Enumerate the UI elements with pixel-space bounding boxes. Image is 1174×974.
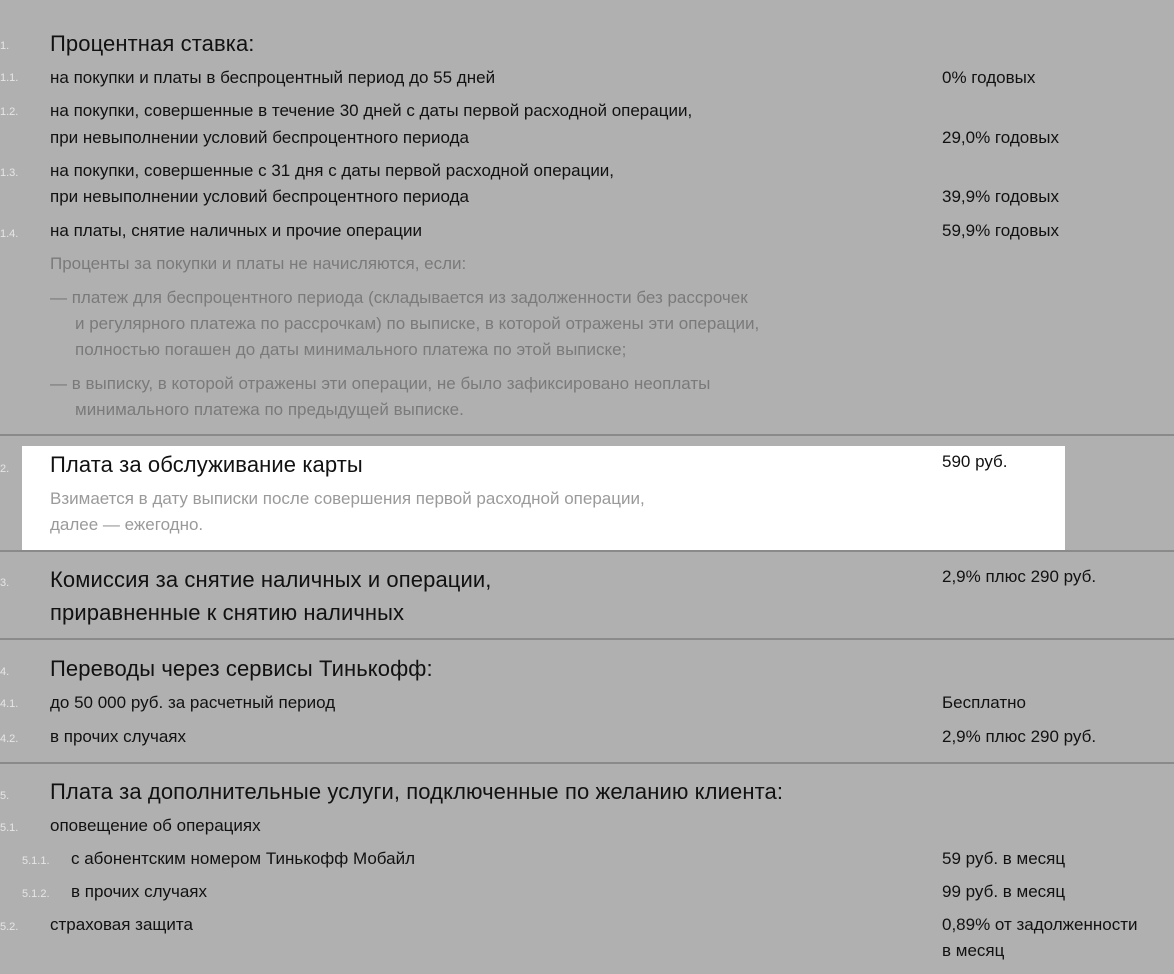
item-value: Бесплатно <box>942 693 1026 712</box>
section-value: 2,9% плюс 290 руб. <box>942 567 1097 586</box>
section-number: 2. <box>0 463 10 475</box>
item-text: на покупки, совершенные с 31 дня с даты первой расходной операции, <box>50 161 615 180</box>
section-title-cash-withdrawal-fee-line2: приравненные к снятию наличных <box>50 600 405 625</box>
section-title-cash-withdrawal-fee: Комиссия за снятие наличных и операции, <box>50 567 492 592</box>
section-title-transfers: Переводы через сервисы Тинькофф: <box>50 656 433 681</box>
section-divider <box>0 638 1174 640</box>
item-value: 99 руб. в месяц <box>942 882 1066 901</box>
item-value: 0% годовых <box>942 68 1036 87</box>
section-number: 1. <box>0 40 10 52</box>
condition-line: минимального платежа по предыдущей выписке. <box>75 400 464 419</box>
item-text: в прочих случаях <box>50 727 187 746</box>
item-value: 59 руб. в месяц <box>942 849 1066 868</box>
item-text: до 50 000 руб. за расчетный период <box>50 693 336 712</box>
section-title-card-service-fee: Плата за обслуживание карты <box>50 452 363 477</box>
section-note: Взимается в дату выписки после совершения первой расходной операции, <box>50 489 645 508</box>
item-number: 1.2. <box>0 106 19 118</box>
item-text: страховая защита <box>50 915 193 934</box>
section-number: 3. <box>0 577 10 589</box>
section-value: 590 руб. <box>942 452 1008 471</box>
item-number: 1.3. <box>0 167 19 179</box>
section-divider <box>0 434 1174 436</box>
section-divider <box>0 550 1174 552</box>
condition-line: — платеж для беспроцентного периода (складывается из задолженности без рассрочек <box>50 288 748 307</box>
item-number: 5.1. <box>0 822 19 834</box>
condition-line: — в выписку, в которой отражены эти операции, не было зафиксировано неоплаты <box>50 374 711 393</box>
item-text: на покупки, совершенные в течение 30 дней с даты первой расходной операции, <box>50 101 693 120</box>
section-title-additional-services: Плата за дополнительные услуги, подключенные по желанию клиента: <box>50 779 784 804</box>
item-text: при невыполнении условий беспроцентного периода <box>50 128 469 147</box>
item-value: 2,9% плюс 290 руб. <box>942 727 1097 746</box>
item-value: 39,9% годовых <box>942 187 1059 206</box>
item-text: на платы, снятие наличных и прочие операции <box>50 221 422 240</box>
item-value: в месяц <box>942 941 1005 960</box>
note-intro: Проценты за покупки и платы не начисляются, если: <box>50 254 467 273</box>
item-text: в прочих случаях <box>71 882 208 901</box>
section-number: 5. <box>0 790 10 802</box>
item-number: 4.2. <box>0 733 19 745</box>
item-text: при невыполнении условий беспроцентного периода <box>50 187 469 206</box>
item-value: 0,89% от задолженности <box>942 915 1138 934</box>
item-number: 5.1.2. <box>22 888 50 900</box>
section-divider <box>0 762 1174 764</box>
item-text: на покупки и платы в беспроцентный период до 55 дней <box>50 68 496 87</box>
item-number: 4.1. <box>0 698 19 710</box>
condition-line: полностью погашен до даты минимального платежа по этой выписке; <box>75 340 627 359</box>
item-number: 5.2. <box>0 921 19 933</box>
item-value: 59,9% годовых <box>942 221 1059 240</box>
item-text: оповещение об операциях <box>50 816 261 835</box>
item-number: 5.1.1. <box>22 855 50 867</box>
condition-line: и регулярного платежа по рассрочкам) по выписке, в которой отражены эти операции, <box>75 314 760 333</box>
item-text: с абонентским номером Тинькофф Мобайл <box>71 849 416 868</box>
item-number: 1.1. <box>0 72 19 84</box>
item-number: 1.4. <box>0 228 19 240</box>
section-note: далее — ежегодно. <box>50 515 204 534</box>
section-title-interest-rate: Процентная ставка: <box>50 31 255 56</box>
section-number: 4. <box>0 666 10 678</box>
item-value: 29,0% годовых <box>942 128 1059 147</box>
